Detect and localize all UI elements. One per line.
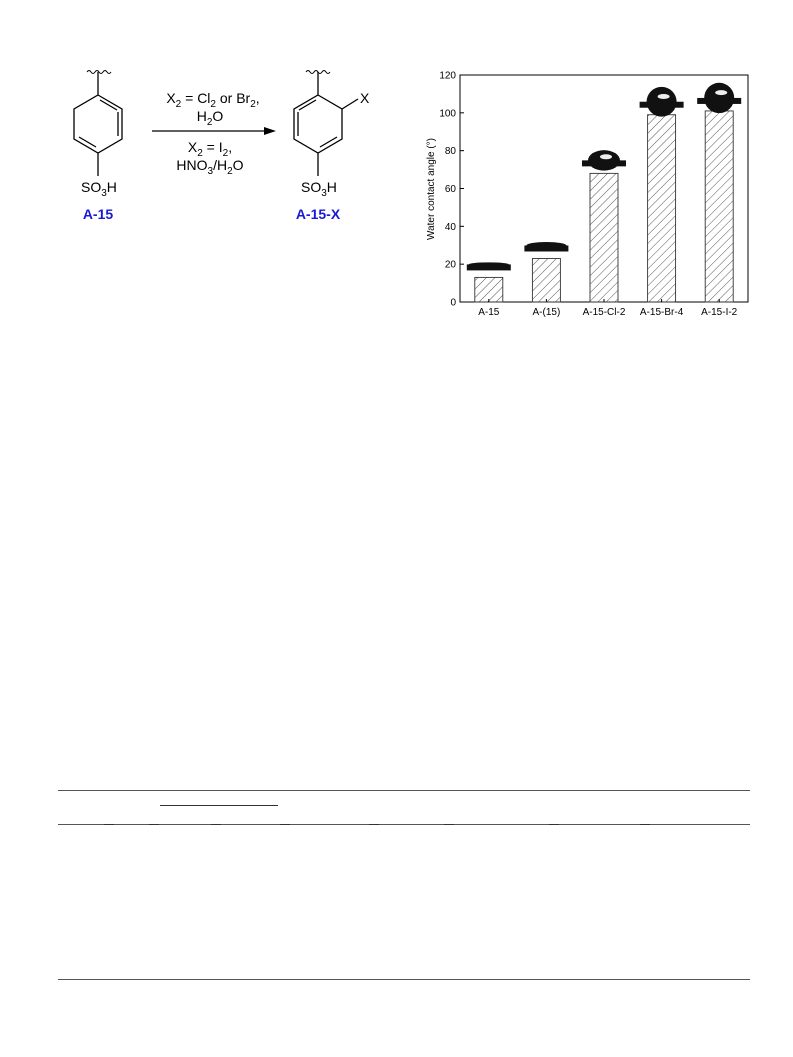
contact-angle-chart xyxy=(0,0,793,330)
droplet-image-3 xyxy=(582,150,626,170)
table-bottom-rule xyxy=(58,979,750,980)
condition-1-line-1: $X_2 = Cl_2$ or $Br_2$, xyxy=(166,90,260,110)
reactant-label: A-15 xyxy=(82,206,114,222)
x-tick-label: A-15-I-2 xyxy=(701,307,738,318)
droplet-image-2 xyxy=(524,242,568,251)
bars-layer xyxy=(475,111,733,302)
x-tick-label: A-15 xyxy=(478,307,500,318)
bar-a-15-cl-2 xyxy=(590,173,618,302)
x-tick-label: A-(15) xyxy=(532,307,561,318)
condition-1-line-2: $H_2O$ xyxy=(196,108,224,128)
y-tick-label: 0 xyxy=(450,297,456,309)
y-tick-label: 40 xyxy=(444,221,456,233)
column-marker xyxy=(280,824,290,825)
product-label: A-15-X xyxy=(295,206,341,222)
y-tick-label: 60 xyxy=(444,184,456,195)
bar-a-15- xyxy=(532,258,560,302)
y-tick-label: 20 xyxy=(444,259,456,271)
bar-a-15-br-4 xyxy=(648,115,676,302)
column-marker xyxy=(104,824,114,825)
column-marker xyxy=(369,824,379,825)
y-tick-label: 80 xyxy=(444,146,456,158)
y-axis-label: Water contact angle (°) xyxy=(426,137,437,241)
product-substituent: X xyxy=(360,90,370,106)
condition-2-line-1: $X_2 = I_2$, xyxy=(187,139,233,159)
bar-a-15 xyxy=(475,277,503,302)
bar-a-15-i-2 xyxy=(705,111,733,302)
column-marker xyxy=(149,824,159,825)
y-tick-label: 120 xyxy=(439,70,456,82)
y-tick-label: 100 xyxy=(439,108,456,120)
reactant-sulfonic-group: $SO_3H$ xyxy=(81,179,117,199)
table-top-rule xyxy=(58,790,750,791)
condition-2-line-2: $HNO_3/H_2O$ xyxy=(176,157,244,177)
droplet-image-1 xyxy=(467,262,511,270)
product-sulfonic-group: $SO_3H$ xyxy=(301,179,337,199)
column-marker xyxy=(640,824,650,825)
x-tick-label: A-15-Cl-2 xyxy=(582,307,626,318)
table-group-rule xyxy=(160,805,278,806)
droplet-image-5 xyxy=(697,83,741,113)
column-marker xyxy=(444,824,454,825)
droplet-image-4 xyxy=(640,87,684,117)
column-marker xyxy=(211,824,221,825)
column-marker xyxy=(549,824,559,825)
x-tick-label: A-15-Br-4 xyxy=(639,307,684,318)
